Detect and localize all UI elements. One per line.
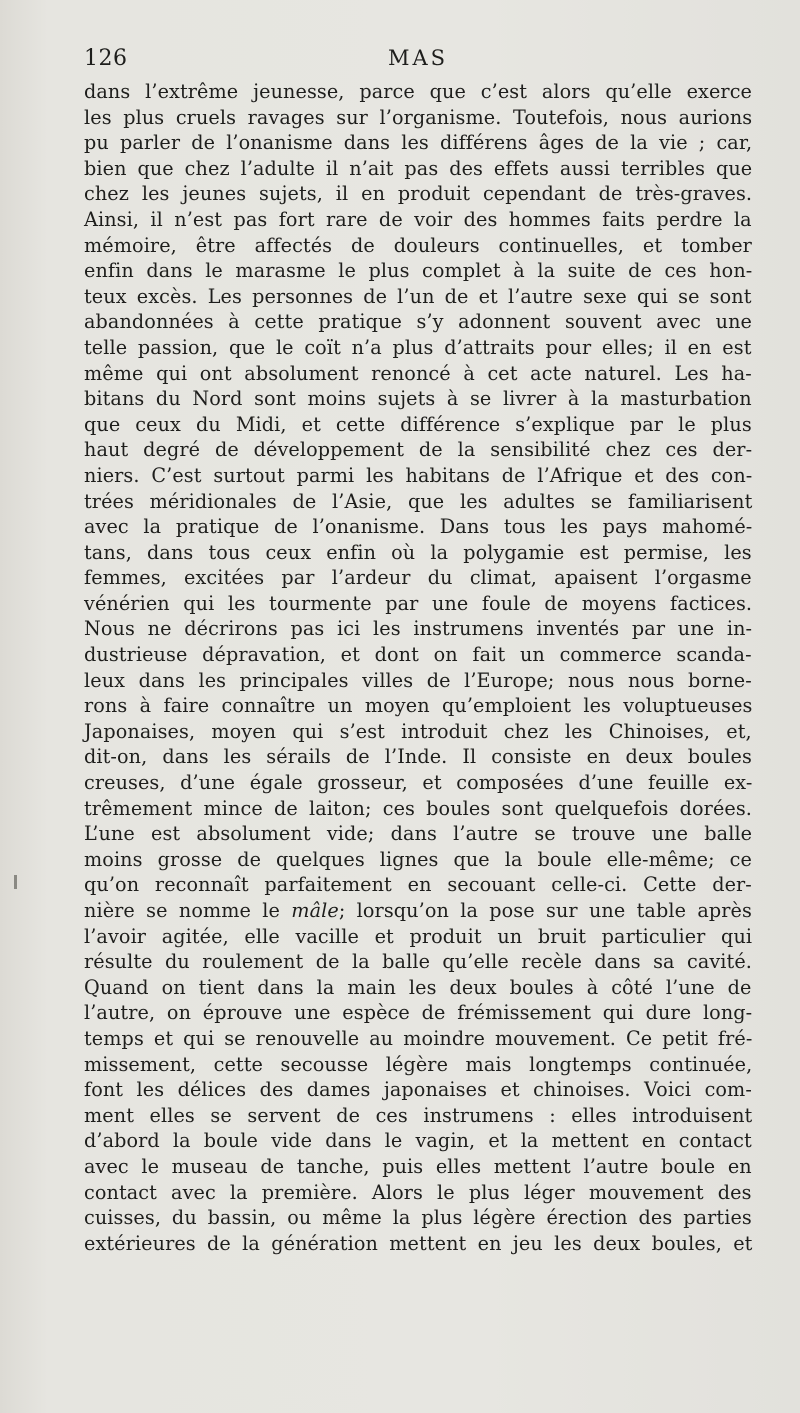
text-line: cuisses, du bassin, ou même la plus légère érection des parties bbox=[84, 1206, 752, 1230]
text-line: contact avec la première. Alors le plus léger mouvement des bbox=[84, 1180, 752, 1204]
running-head: MAS bbox=[387, 46, 449, 70]
text-line: missement, cette secousse légère mais longtemps continuée, bbox=[84, 1052, 753, 1076]
page-header bbox=[84, 46, 752, 76]
text-line: trées méridionales de l’Asie, que les adultes se familiarisent bbox=[84, 489, 753, 513]
text-line: moins grosse de quelques lignes que la boule elle-même; ce bbox=[84, 847, 752, 871]
text-line: dit-on, dans les sérails de l’Inde. Il consiste en deux boules bbox=[84, 745, 752, 769]
italic-term: mâle bbox=[291, 899, 339, 922]
text-line: extérieures de la génération mettent en jeu les deux boules, et bbox=[84, 1231, 753, 1255]
text-line: leux dans les principales villes de l’Europe; nous nous borne- bbox=[84, 668, 752, 692]
text-segment: ; lorsqu’on la pose sur une table après bbox=[338, 899, 752, 922]
text-line: avec le museau de tanche, puis elles mettent l’autre boule en bbox=[84, 1154, 752, 1178]
text-line: rons à faire connaître un moyen qu’emploient les voluptueuses bbox=[84, 694, 753, 718]
page-number: 126 bbox=[84, 46, 128, 71]
text-line: teux excès. Les personnes de l’un de et l’autre sexe qui se sont bbox=[84, 284, 752, 308]
text-line: L’une est absolument vide; dans l’autre se trouve une balle bbox=[84, 822, 753, 846]
text-line: les plus cruels ravages sur l’organisme. Toutefois, nous aurions bbox=[84, 105, 753, 129]
text-line: avec la pratique de l’onanisme. Dans tous les pays mahomé- bbox=[84, 515, 753, 539]
text-line: l’avoir agitée, elle vacille et produit un bruit particulier qui bbox=[84, 924, 753, 948]
text-line: Nous ne décrirons pas ici les instrumens inventés par une in- bbox=[84, 617, 753, 641]
text-line: même qui ont absolument renoncé à cet acte naturel. Les ha- bbox=[84, 361, 752, 385]
text-line: d’abord la boule vide dans le vagin, et la mettent en contact bbox=[84, 1129, 752, 1153]
text-line: Ainsi, il n’est pas fort rare de voir des hommes faits perdre la bbox=[84, 207, 752, 231]
text-line: mémoire, être affectés de douleurs continuelles, et tomber bbox=[84, 233, 752, 257]
text-line: font les délices des dames japonaises et chinoises. Voici com- bbox=[84, 1078, 752, 1102]
text-line: tans, dans tous ceux enfin où la polygamie est permise, les bbox=[84, 540, 752, 564]
text-line: Quand on tient dans la main les deux boules à côté l’une de bbox=[84, 975, 752, 999]
text-line: femmes, excitées par l’ardeur du climat, apaisent l’orgasme bbox=[84, 566, 752, 590]
text-line: trêmement mince de laiton; ces boules sont quelquefois dorées. bbox=[84, 796, 752, 820]
text-line: enfin dans le marasme le plus complet à la suite de ces hon- bbox=[84, 259, 753, 283]
text-line: chez les jeunes sujets, il en produit cependant de très-graves. bbox=[84, 182, 753, 206]
text-line: creuses, d’une égale grosseur, et composées d’une feuille ex- bbox=[84, 771, 753, 795]
text-line: dustrieuse dépravation, et dont on fait un commerce scanda- bbox=[84, 643, 752, 667]
text-line: bitans du Nord sont moins sujets à se livrer à la masturbation bbox=[84, 387, 752, 411]
text-segment: nière se nomme le bbox=[84, 899, 292, 922]
text-line bbox=[84, 898, 752, 924]
text-line: dans l’extrême jeunesse, parce que c’est alors qu’elle exerce bbox=[84, 80, 753, 103]
text-line: haut degré de développement de la sensibilité chez ces der- bbox=[84, 438, 753, 462]
text-line: ment elles se servent de ces instrumens : elles introduisent bbox=[84, 1103, 753, 1127]
text-line: que ceux du Midi, et cette différence s’explique par le plus bbox=[84, 412, 752, 436]
text-line: Japonaises, moyen qui s’est introduit chez les Chinoises, et, bbox=[84, 719, 752, 743]
text-line: pu parler de l’onanisme dans les différens âges de la vie ; car, bbox=[84, 131, 753, 155]
margin-mark bbox=[14, 875, 17, 889]
text-line: abandonnées à cette pratique s’y adonnent souvent avec une bbox=[84, 310, 752, 334]
text-line: l’autre, on éprouve une espèce de frémissement qui dure long- bbox=[84, 1001, 753, 1025]
text-line: niers. C’est surtout parmi les habitans de l’Afrique et des con- bbox=[84, 463, 753, 487]
text-line: temps et qui se renouvelle au moindre mouvement. Ce petit fré- bbox=[84, 1026, 753, 1050]
text-line: résulte du roulement de la balle qu’elle recèle dans sa cavité. bbox=[84, 950, 753, 974]
text-line: qu’on reconnaît parfaitement en secouant celle-ci. Cette der- bbox=[84, 873, 752, 897]
body-text bbox=[84, 79, 752, 1256]
text-line: bien que chez l’adulte il n’ait pas des effets aussi terribles que bbox=[84, 156, 753, 180]
text-line: vénérien qui les tourmente par une foule de moyens factices. bbox=[84, 591, 753, 615]
text-line: telle passion, que le coït n’a plus d’attraits pour elles; il en est bbox=[84, 335, 752, 359]
